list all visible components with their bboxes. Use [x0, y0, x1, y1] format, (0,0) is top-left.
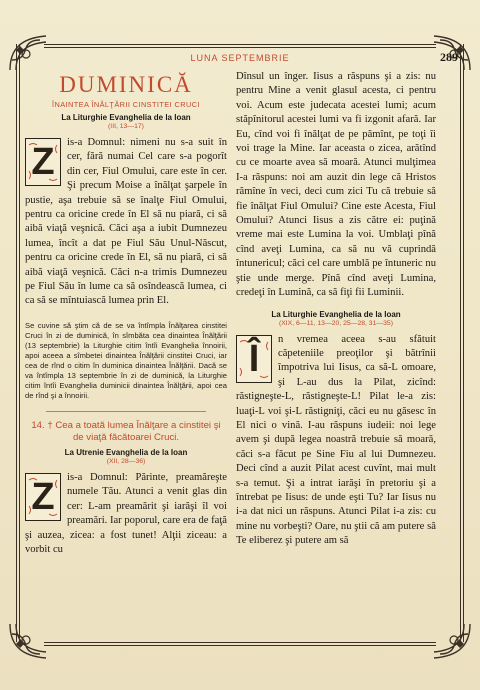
liturgy-heading: La Liturghie Evanghelia de la Ioan [271, 309, 401, 319]
scripture-reference: (XIX, 6—11, 13—20, 25—28, 31—35) [279, 319, 393, 327]
left-column [25, 70, 227, 557]
passion-text: n vremea aceea s-au sfătuit căpeteniile preoţilor şi bătrînii împotriva lui Iisus, ca să-L omoare, şi L-au dus la Pilat, zicînd: răstigneşte-L, răstigneşte-L! Pilat le-a zis: luaţi-L voi şi-L răstigniţi, căci eu nu găsesc în El nici o vină. I-au răspuns iudeii: noi lege avem şi după legea noastră trebuie să moară, căci s-a făcut pe Sine Fiu al lui Dumnezeu. Deci cînd a auzit Pilat acest cuvînt, mai mult s-a temut. Şi a intrat iarăşi în pretoriu şi a întrebat pe Iisus: de unde eşti Tu? Iar Iisus nu i-a dat nici un răspuns. Atunci Pilat i-a zis: cu mine nu vorbeşti? Oare, nu ştii că am putere să Te eliberez şi putere am să [236, 333, 436, 547]
divider [46, 411, 206, 412]
continued-paragraph: Dînsul un înger. Iisus a răspuns şi a zis: nu pentru Mine a venit glasul acesta, ci pentru voi. Acum este judecata acestei lumi; acum stăpînitorul acestei lumi va fi izgonit afară. Iar Eu, cînd voi fi înălţat de pe pămînt, pe toţi îi voi trage la Mine. Iar aceasta o zicea, arătînd cu ce moarte avea să moară. Atunci mulţimea I-a răspuns: noi am auzit din lege că Hristos rămîne în veci, deci cum zici Tu că trebuie să fie înălţat Fiul Omului? Cine este Acesta, Fiul Omului? Atunci Iisus a zis către ei: puţină vreme mai este Lumina la voi. Umblaţi pînă cînd aveţi Lumina, ca să nu vă cuprindă întunericul; căci cel care umblă pe întuneric nu ştie unde merge. Pînă cînd aveţi Lumina, credeţi în Lumină, ca să fiţi fii Luminii. [236, 71, 436, 299]
liturgy-heading: La Liturghie Evanghelia de la Ioan [61, 113, 191, 122]
gospel-text: is-a Domnul: nimeni nu s-a suit în cer, fără numai Cel care s-a pogorît din cer, Fiul Omului, care este în cer. Şi precum Moise a înălţat şarpele în pustie, aşa trebuie să se înalţe Fiul Omului, pentru ca oricine crede în El să nu piară, ci să aibă viaţă veşnică. Căci aşa a iubit Dumnezeu lumea, încît a dat pe Fiul Său Unul-Născut, pentru ca oricine crede în El, să nu piară, ci să aibă viaţă veşnică. Căci n-a trimis Dumnezeu pe Fiul Său în lume ca să osîndească lumea, ci ca să se mîntuiască lumea prin El. [25, 137, 227, 307]
page-number: 289 [440, 50, 458, 64]
corner-ornament-icon [6, 620, 50, 664]
dropcap-letter: Z [31, 141, 55, 183]
utrenie-paragraph [25, 471, 227, 557]
utrenie-text: is-a Domnul: Părinte, preamăreşte numele Tău. Atunci a venit glas din cer: L-am preamărit şi iarăşi îl voi preamări. Iar poporul, care era de faţă şi auzea, zicea: a fost tunet! Alţii ziceau: a vorbit cu [25, 471, 227, 555]
corner-ornament-icon [6, 30, 50, 74]
utrenie-heading: La Utrenie Evanghelia de la Ioan [64, 447, 188, 457]
dropcap-frame-icon [25, 138, 61, 186]
rubric-note: Se cuvine să ştim că de se va întîmpla Înălţarea cinstitei Cruci în zi de duminică, în sîmbăta cea dinaintea Înălţării (13 septembrie) la Liturghie citim întîi Evanghelia înnoirii, apoi aceea a sîmbetei dinaintea Înălţării cinstitei Cruci, iar cea de rînd o citim în duminica dinaintea Înălţării. Dacă se va întîmpla 13 septembrie în zi de duminică, la Liturghie citim întîi Evanghelia duminicii dinaintea Înălţării, apoi cea de rînd şi a înnoirii. [25, 320, 227, 400]
frame-right-line [460, 44, 464, 642]
dropcap-frame-icon [236, 335, 272, 383]
dropcap-letter: Z [31, 475, 55, 518]
feast-title: 14. † Cea a toată lumea Înălţare a cinstitei şi de viaţă făcătoarei Cruci. [31, 419, 221, 443]
frame-bottom-line [44, 642, 436, 646]
scripture-reference: (III, 13—17) [108, 123, 144, 130]
gospel-paragraph [25, 136, 227, 309]
passion-paragraph [236, 333, 436, 549]
day-subtitle: ÎNAINTEA ÎNĂLŢĂRII CINSTITEI CRUCI [52, 100, 200, 109]
frame-top-line [44, 44, 436, 48]
utrenie-reference: (XII, 28—36) [106, 457, 146, 465]
frame-left-line [16, 44, 20, 642]
corner-ornament-icon [430, 620, 474, 664]
right-column [236, 70, 436, 549]
dropcap-frame-icon [25, 473, 61, 521]
running-title: LUNA SEPTEMBRIE [190, 53, 290, 63]
dropcap-letter: Î [248, 337, 260, 380]
day-title: DUMINICĂ [59, 72, 193, 97]
